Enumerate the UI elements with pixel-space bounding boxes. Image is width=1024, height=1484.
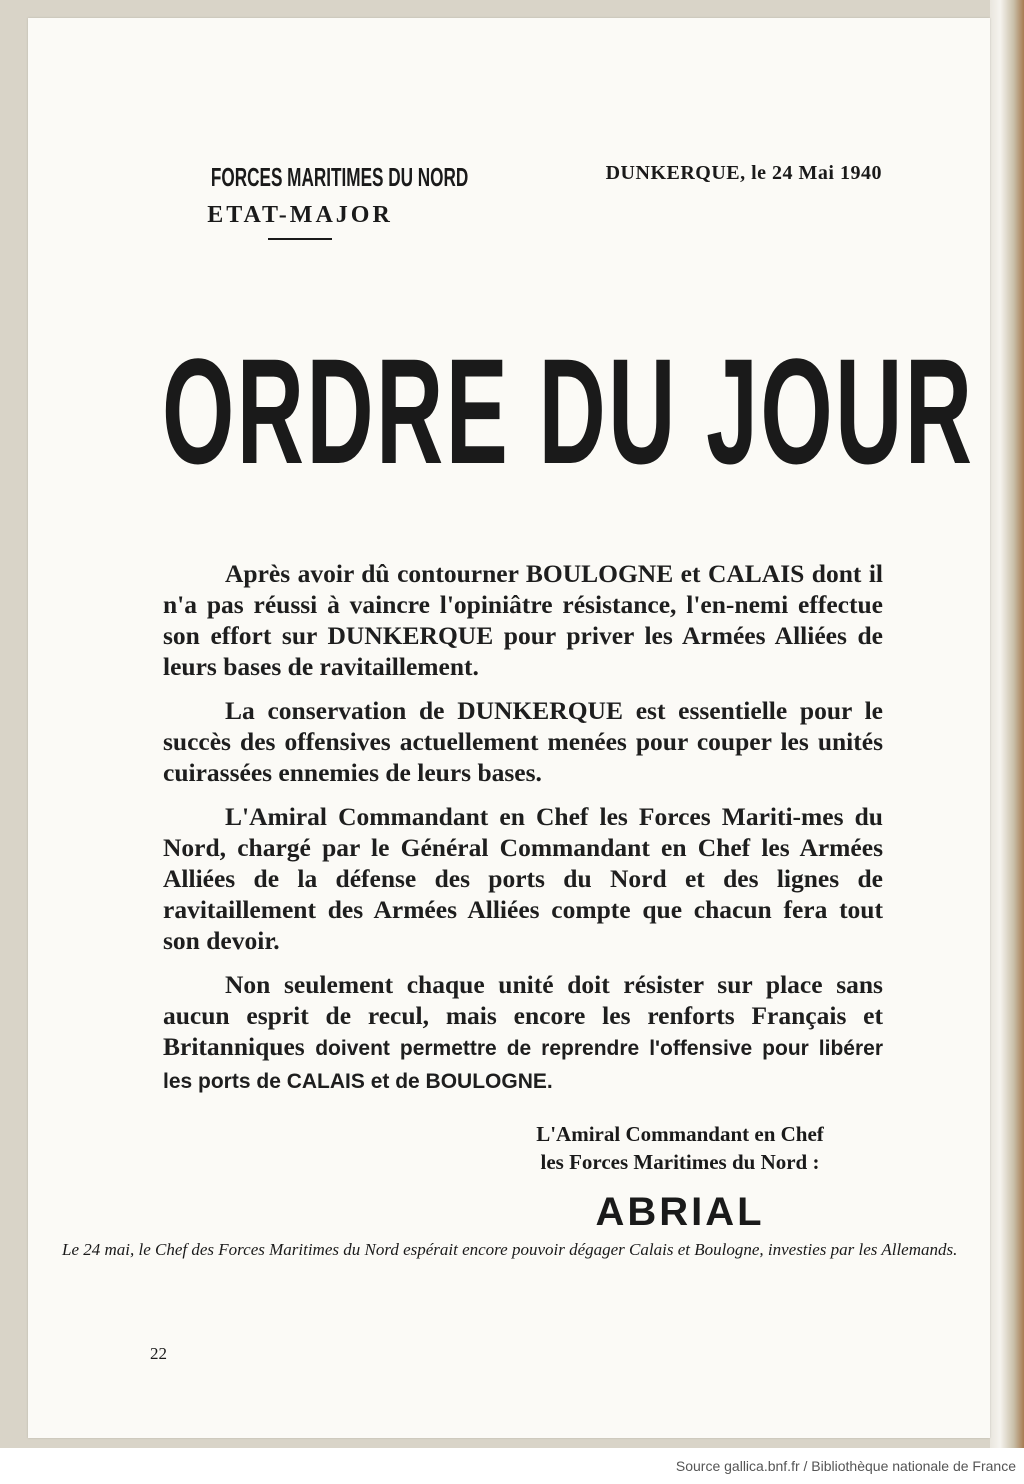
order-text bbox=[163, 558, 883, 1110]
figure-caption: Le 24 mai, le Chef des Forces Maritimes du Nord espérait encore pouvoir dégager Calais et Boulogne, investies par les Allemands. bbox=[62, 1240, 958, 1259]
paragraph-2: La conservation de DUNKERQUE est essentielle pour le succès des offensives actuellement menées pour couper les unités cuirassées ennemies de leurs bases. bbox=[163, 696, 883, 787]
paragraph-4-start: Non seulement chaque unité doit résister sur place sans aucun esprit de recul, mais encore les renforts Français et Britanniques bbox=[163, 970, 883, 1061]
org-name: FORCES MARITIMES DU NORD bbox=[210, 162, 469, 192]
signatory-name: ABRIAL bbox=[595, 1190, 765, 1234]
org-department: ETAT-MAJOR bbox=[207, 202, 393, 228]
signature-title-1: L'Amiral Commandant en Chef bbox=[536, 1122, 824, 1146]
issuing-authority bbox=[165, 160, 469, 240]
signature-block bbox=[480, 1120, 880, 1234]
paragraph-1: Après avoir dû contourner BOULOGNE et CALAIS dont il n'a pas réussi à vaincre l'opiniâtre résistance, l'en-nemi effectue son effort sur DUNKERQUE pour priver les Armées Alliées de leurs bases de ravitaillement. bbox=[163, 559, 883, 681]
signature-title-2: les Forces Maritimes du Nord : bbox=[540, 1150, 820, 1174]
paragraph-4-emphasis: doivent permettre de reprendre l'offensive pour libérer les ports de CALAIS et de BOULOGNE. bbox=[163, 1037, 884, 1093]
document-title: ORDRE DU JOUR bbox=[162, 327, 975, 495]
source-credit: Source gallica.bnf.fr / Bibliothèque nationale de France bbox=[675, 1458, 1016, 1474]
book-spine bbox=[990, 0, 1024, 1450]
page-number: 22 bbox=[150, 1344, 167, 1363]
paragraph-3: L'Amiral Commandant en Chef les Forces Mariti-mes du Nord, chargé par le Général Commandant en Chef les Armées Alliées de la défense des ports du Nord et des lignes de ravitaillement des Armées Alliées compte que chacun fera tout son devoir. bbox=[163, 802, 883, 955]
header-rule bbox=[268, 238, 332, 240]
paragraph-4 bbox=[163, 969, 883, 1097]
place-date: DUNKERQUE, le 24 Mai 1940 bbox=[605, 162, 882, 184]
